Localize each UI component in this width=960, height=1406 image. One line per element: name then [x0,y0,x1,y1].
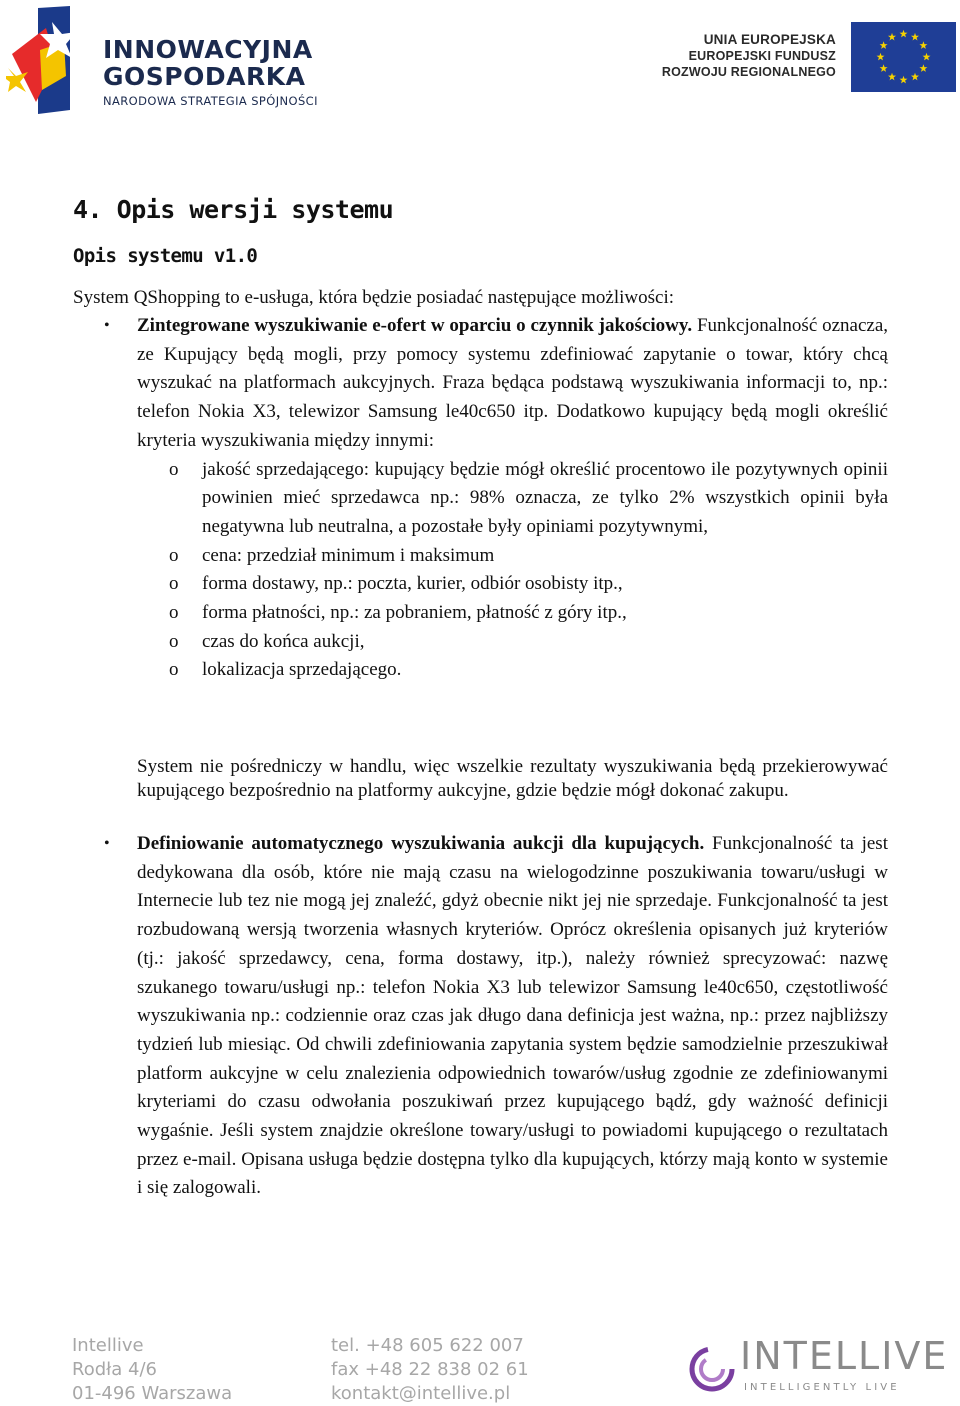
footer-street: Rodła 4/6 [72,1359,157,1380]
criteria-text: forma dostawy, np.: poczta, kurier, odbiór osobisty itp., [202,573,623,595]
list-item [137,542,888,571]
list-item [137,656,888,685]
footer-fax: fax +48 22 838 02 61 [331,1359,529,1380]
bullet-marker: • [104,317,110,334]
sub-bullet-marker: o [169,458,179,480]
system-version-heading: Opis systemu v1.0 [73,245,258,267]
sub-bullet-marker: o [169,659,179,681]
criteria-text: jakość sprzedającego: kupujący będzie mógł określić procentowo ile pozytywnych opinii powinien mieć sprzedawca np.: 98% oznacza, ze tylko 2% wszystkich opinii była negatywna lub neutralna, a pozostałe były opiniami pozytywnymi, [202,458,888,537]
footer-company: Intellive [72,1335,144,1356]
footer-address [72,1334,232,1406]
list-item [137,599,888,628]
intellive-swirl-icon [687,1344,737,1394]
criteria-text: lokalizacja sprzedającego. [202,659,402,681]
sub-bullet-marker: o [169,602,179,624]
feature-title: Definiowanie automatycznego wyszukiwania aukcji dla kupujących. [137,833,705,854]
feature-description [137,312,888,456]
feature-bullet-automatic-search [104,830,888,1203]
page-footer [72,1330,957,1405]
footer-email: kontakt@intellive.pl [331,1383,511,1404]
sub-bullet-marker: o [169,573,179,595]
logo-line-unia: UNIA EUROPEJSKA [703,32,836,47]
feature-text: Funkcjonalność oznacza, ze Kupujący będą mogli, przy pomocy systemu zdefiniować zapytanie o towar, który chcą wyszukać na platformach aukcyjnych. Fraza będąca podstawą wyszukiwania informacji to, np.: telefon Nokia X3, telewizor Samsung le40c650 itp. Dodatkowo kupujący będą mogli określić kryteria wyszukiwania między innymi: [137,315,889,451]
intro-paragraph: System QShopping to e-usługa, która będzie posiadać następujące możliwości: [73,287,674,308]
list-item [137,570,888,599]
logo-line-strategia: NARODOWA STRATEGIA SPÓJNOŚCI [103,94,318,108]
innowacyjna-gospodarka-logo [6,6,346,116]
sub-bullet-marker: o [169,544,179,566]
list-item [137,628,888,657]
sub-bullet-marker: o [169,630,179,652]
list-item [137,456,888,542]
criteria-list [137,456,888,686]
criteria-text: cena: przedział minimum i maksimum [202,544,495,566]
criteria-text: czas do końca aukcji, [202,630,365,652]
feature-description [137,830,888,1203]
eu-flag-icon [851,22,956,92]
intellive-logo [687,1336,957,1400]
logo-line-gospodarka: GOSPODARKA [103,62,306,91]
footer-tel: tel. +48 605 622 007 [331,1335,524,1356]
feature-title: Zintegrowane wyszukiwanie e-ofert w oparciu o czynnik jakościowy. [137,315,693,336]
criteria-text: forma płatności, np.: za pobraniem, płatność z góry itp., [202,602,627,624]
innowacyjna-gospodarka-emblem-icon [6,6,98,114]
feature-text: Funkcjonalność ta jest dedykowana dla osób, które nie mają czasu na wielogodzinne poszukiwania towaru/usługi w Internecie lub tez nie mogą jej znaleźć, gdyż obecnie nikt jej nie sprzedaje. Funkcjonalność ta jest rozbudowaną wersją tworzenia własnych kryteriów. Oprócz określenia opisanych już kryteriów (tj.: jakość sprzedawcy, cena, forma dostawy, itp.), należy również sprecyzować: nazwę szukanego towaru/usługi np.: telefon Nokia X3 lub telewizor Samsung le40c650, częstotliwość wyszukiwania np.: codziennie oraz czas jak długo dana definicja jest ważna, np.: przez najbliższy tydzień lub miesiąc. Od chwili zdefiniowania zapytania system będzie samodzielnie przeszukiwał platform aukcyjne w celu znalezienia odpowiednich towarów/usług zgodnie ze zdefiniowanymi kryteriami do czasu odwołania poszukiwań przez kupującego bądź, gdy ważność definicji wygaśnie. Jeśli system znajdzie określone towary/usługi to powiadomi kupującego o rezultatach przez e-mail. Opisana usługa będzie dostępna tylko dla kupujących, którzy mają konto w systemie i się zalogowali. [137,833,888,1199]
intellive-tagline: INTELLIGENTLY LIVE [744,1382,900,1393]
footer-contact [331,1334,529,1406]
feature-bullet-integrated-search [104,312,889,685]
logo-line-rozwoju: ROZWOJU REGIONALNEGO [661,65,836,79]
logo-line-fundusz: EUROPEJSKI FUNDUSZ [688,49,836,63]
redirect-paragraph: System nie pośredniczy w handlu, więc wszelkie rezultaty wyszukiwania będą przekierowywać kupującego bezpośrednio na platformy aukcyjne, gdzie będzie mógł dokonać zakupu. [137,756,888,801]
section-heading: 4. Opis wersji systemu [73,195,394,224]
intellive-wordmark: INTELLIVE [740,1334,949,1378]
bullet-marker: • [104,835,110,852]
logo-line-innowacyjna: INNOWACYJNA [103,35,313,64]
footer-city: 01-496 Warszawa [72,1383,233,1404]
eu-fund-logo [656,22,956,94]
